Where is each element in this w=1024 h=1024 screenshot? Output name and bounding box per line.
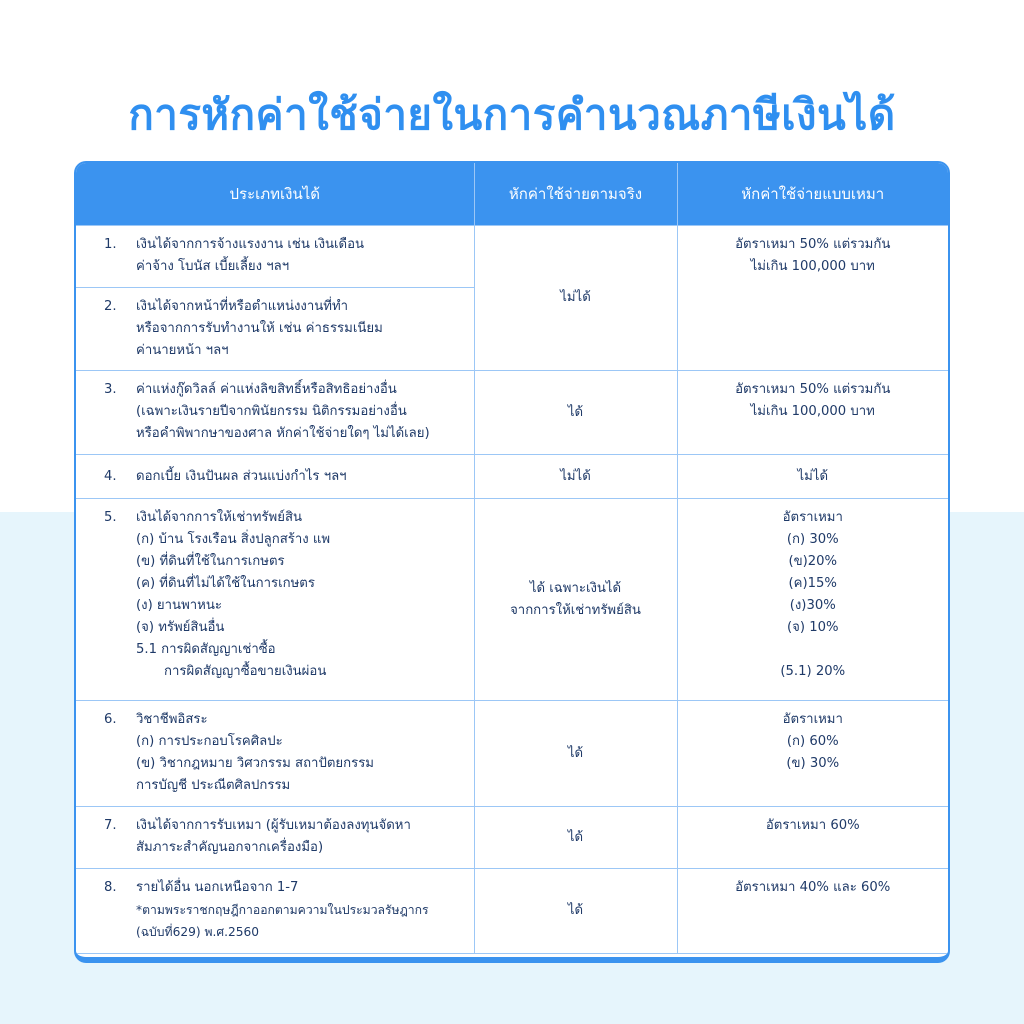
income-type-cell: 6. วิชาชีพอิสระ (ก) การประกอบโรคศิลปะ (ข) วิชากฎหมาย วิศวกรรม สถาปัตยกรรม การบัญชี ประณีตศิลปกรรม bbox=[76, 701, 474, 807]
income-type-cell: 5. เงินได้จากการให้เช่าทรัพย์สิน (ก) บ้าน โรงเรือน สิ่งปลูกสร้าง แพ (ข) ที่ดินที่ใช้ในการเกษตร (ค) ที่ดินที่ไม่ได้ใช้ในการเกษตร (ง) ยานพาหนะ (จ) ทรัพย์สินอื่น 5.1 การผิดสัญญาเช่าซื้อ การผิดสัญญาซื้อขายเงินผ่อน bbox=[76, 499, 474, 701]
actual-expense-cell: ได้ bbox=[474, 701, 677, 807]
table-row bbox=[76, 807, 948, 869]
table-row bbox=[76, 455, 948, 499]
header-actual-expense: หักค่าใช้จ่ายตามจริง bbox=[474, 163, 677, 226]
deduction-table-card bbox=[74, 161, 950, 963]
header-income-type: ประเภทเงินได้ bbox=[76, 163, 474, 226]
flat-rate-cell: ไม่ได้ bbox=[677, 455, 948, 499]
actual-expense-cell: ได้ bbox=[474, 807, 677, 869]
income-type-cell: 2. เงินได้จากหน้าที่หรือตำแหน่งงานที่ทำ หรือจากการรับทำงานให้ เช่น ค่าธรรมเนียม ค่านายหน้า ฯลฯ bbox=[76, 288, 474, 371]
income-type-cell: 7. เงินได้จากการรับเหมา (ผู้รับเหมาต้องลงทุนจัดหา สัมภาระสำคัญนอกจากเครื่องมือ) bbox=[76, 807, 474, 869]
table-row bbox=[76, 869, 948, 954]
actual-expense-cell: ไม่ได้ bbox=[474, 226, 677, 371]
page-title: การหักค่าใช้จ่ายในการคำนวณภาษีเงินได้ bbox=[128, 90, 896, 139]
income-type-cell: 1. เงินได้จากการจ้างแรงงาน เช่น เงินเดือน ค่าจ้าง โบนัส เบี้ยเลี้ยง ฯลฯ bbox=[76, 226, 474, 288]
table-row bbox=[76, 371, 948, 455]
actual-expense-cell: ได้ bbox=[474, 869, 677, 954]
flat-rate-cell: อัตราเหมา (ก) 30% (ข)20% (ค)15% (ง)30% (จ) 10% (5.1) 20% bbox=[677, 499, 948, 701]
table-row bbox=[76, 499, 948, 701]
flat-rate-cell: อัตราเหมา 50% แต่รวมกัน ไม่เกิน 100,000 บาท bbox=[677, 371, 948, 455]
table-header-row bbox=[76, 163, 948, 226]
flat-rate-cell: อัตราเหมา 60% bbox=[677, 807, 948, 869]
actual-expense-cell: ได้ bbox=[474, 371, 677, 455]
flat-rate-cell: อัตราเหมา 40% และ 60% bbox=[677, 869, 948, 954]
header-flat-rate: หักค่าใช้จ่ายแบบเหมา bbox=[677, 163, 948, 226]
flat-rate-cell: อัตราเหมา (ก) 60% (ข) 30% bbox=[677, 701, 948, 807]
table-row bbox=[76, 226, 948, 288]
income-type-cell: 4. ดอกเบี้ย เงินปันผล ส่วนแบ่งกำไร ฯลฯ bbox=[76, 455, 474, 499]
income-type-cell: 8. รายได้อื่น นอกเหนือจาก 1-7 *ตามพระราชกฤษฎีกาออกตามความในประมวลรัษฎากร (ฉบับที่629) พ.ศ.2560 bbox=[76, 869, 474, 954]
flat-rate-cell: อัตราเหมา 50% แต่รวมกัน ไม่เกิน 100,000 บาท bbox=[677, 226, 948, 371]
actual-expense-cell: ได้ เฉพาะเงินได้ จากการให้เช่าทรัพย์สิน bbox=[474, 499, 677, 701]
actual-expense-cell: ไม่ได้ bbox=[474, 455, 677, 499]
table-row bbox=[76, 701, 948, 807]
income-type-cell: 3. ค่าแห่งกู๊ดวิลล์ ค่าแห่งลิขสิทธิ์หรือสิทธิอย่างอื่น (เฉพาะเงินรายปีจากพินัยกรรม นิติกรรมอย่างอื่น หรือคำพิพากษาของศาล หักค่าใช้จ่ายใดๆ ไม่ได้เลย) bbox=[76, 371, 474, 455]
deduction-table bbox=[76, 163, 948, 954]
